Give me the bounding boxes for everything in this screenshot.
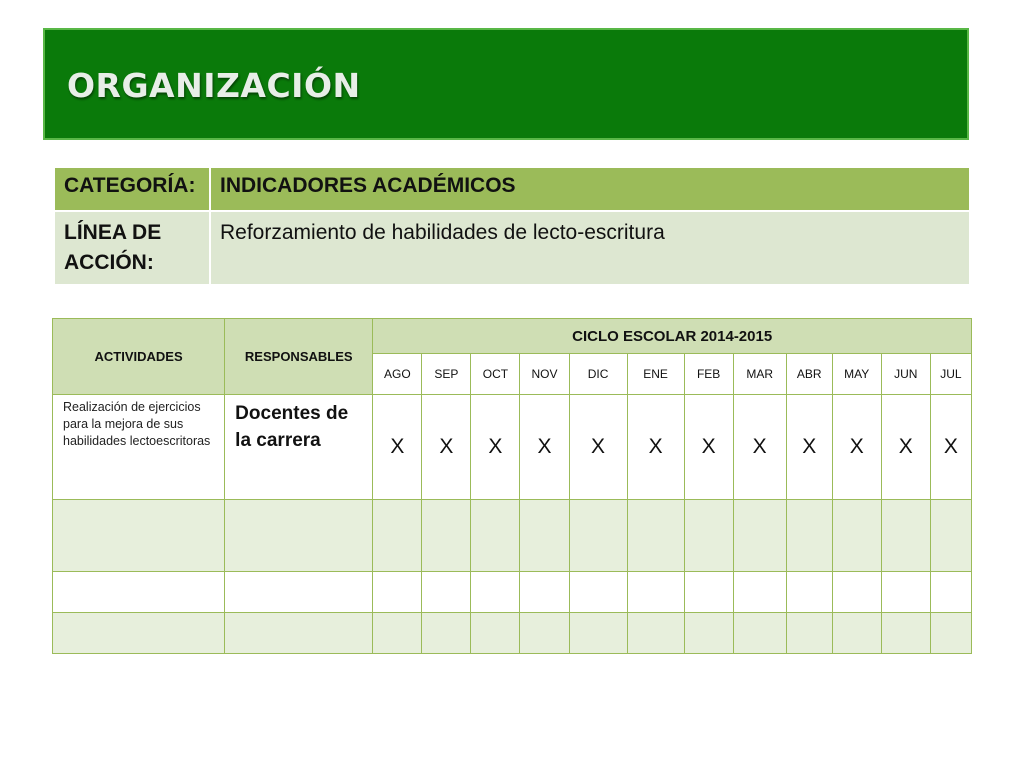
month-mark: X — [684, 395, 733, 500]
month-header: MAY — [832, 354, 881, 395]
month-mark: X — [373, 395, 422, 500]
month-header: SEP — [422, 354, 471, 395]
month-mark: X — [786, 395, 832, 500]
activity-cell: Realización de ejercicios para la mejora de sus habilidades lectoescritoras — [53, 395, 225, 500]
empty-row — [53, 613, 972, 654]
line-label: LÍNEA DE ACCIÓN: — [54, 211, 210, 285]
month-header: FEB — [684, 354, 733, 395]
month-header: NOV — [520, 354, 569, 395]
month-header: MAR — [733, 354, 786, 395]
month-mark: X — [832, 395, 881, 500]
header-activities: ACTIVIDADES — [53, 319, 225, 395]
line-value: Reforzamiento de habilidades de lecto-escritura — [210, 211, 970, 285]
month-mark: X — [520, 395, 569, 500]
schedule-table — [52, 318, 972, 654]
month-mark: X — [627, 395, 684, 500]
month-header: AGO — [373, 354, 422, 395]
month-mark: X — [881, 395, 930, 500]
title-banner — [43, 28, 969, 140]
responsible-cell: Docentes de la carrera — [225, 395, 373, 500]
month-mark: X — [733, 395, 786, 500]
table-row — [53, 395, 972, 500]
empty-row — [53, 572, 972, 613]
month-mark: X — [471, 395, 520, 500]
category-label: CATEGORÍA: — [54, 167, 210, 211]
month-header: OCT — [471, 354, 520, 395]
month-header: ENE — [627, 354, 684, 395]
empty-row — [53, 500, 972, 572]
month-mark: X — [569, 395, 627, 500]
category-value: INDICADORES ACADÉMICOS — [210, 167, 970, 211]
month-header: ABR — [786, 354, 832, 395]
category-table — [53, 166, 971, 286]
header-cycle: CICLO ESCOLAR 2014-2015 — [373, 319, 972, 354]
month-header: DIC — [569, 354, 627, 395]
month-mark: X — [422, 395, 471, 500]
page-title: ORGANIZACIÓN — [67, 66, 361, 105]
header-responsibles: RESPONSABLES — [225, 319, 373, 395]
month-mark: X — [930, 395, 971, 500]
month-header: JUN — [881, 354, 930, 395]
month-header: JUL — [930, 354, 971, 395]
